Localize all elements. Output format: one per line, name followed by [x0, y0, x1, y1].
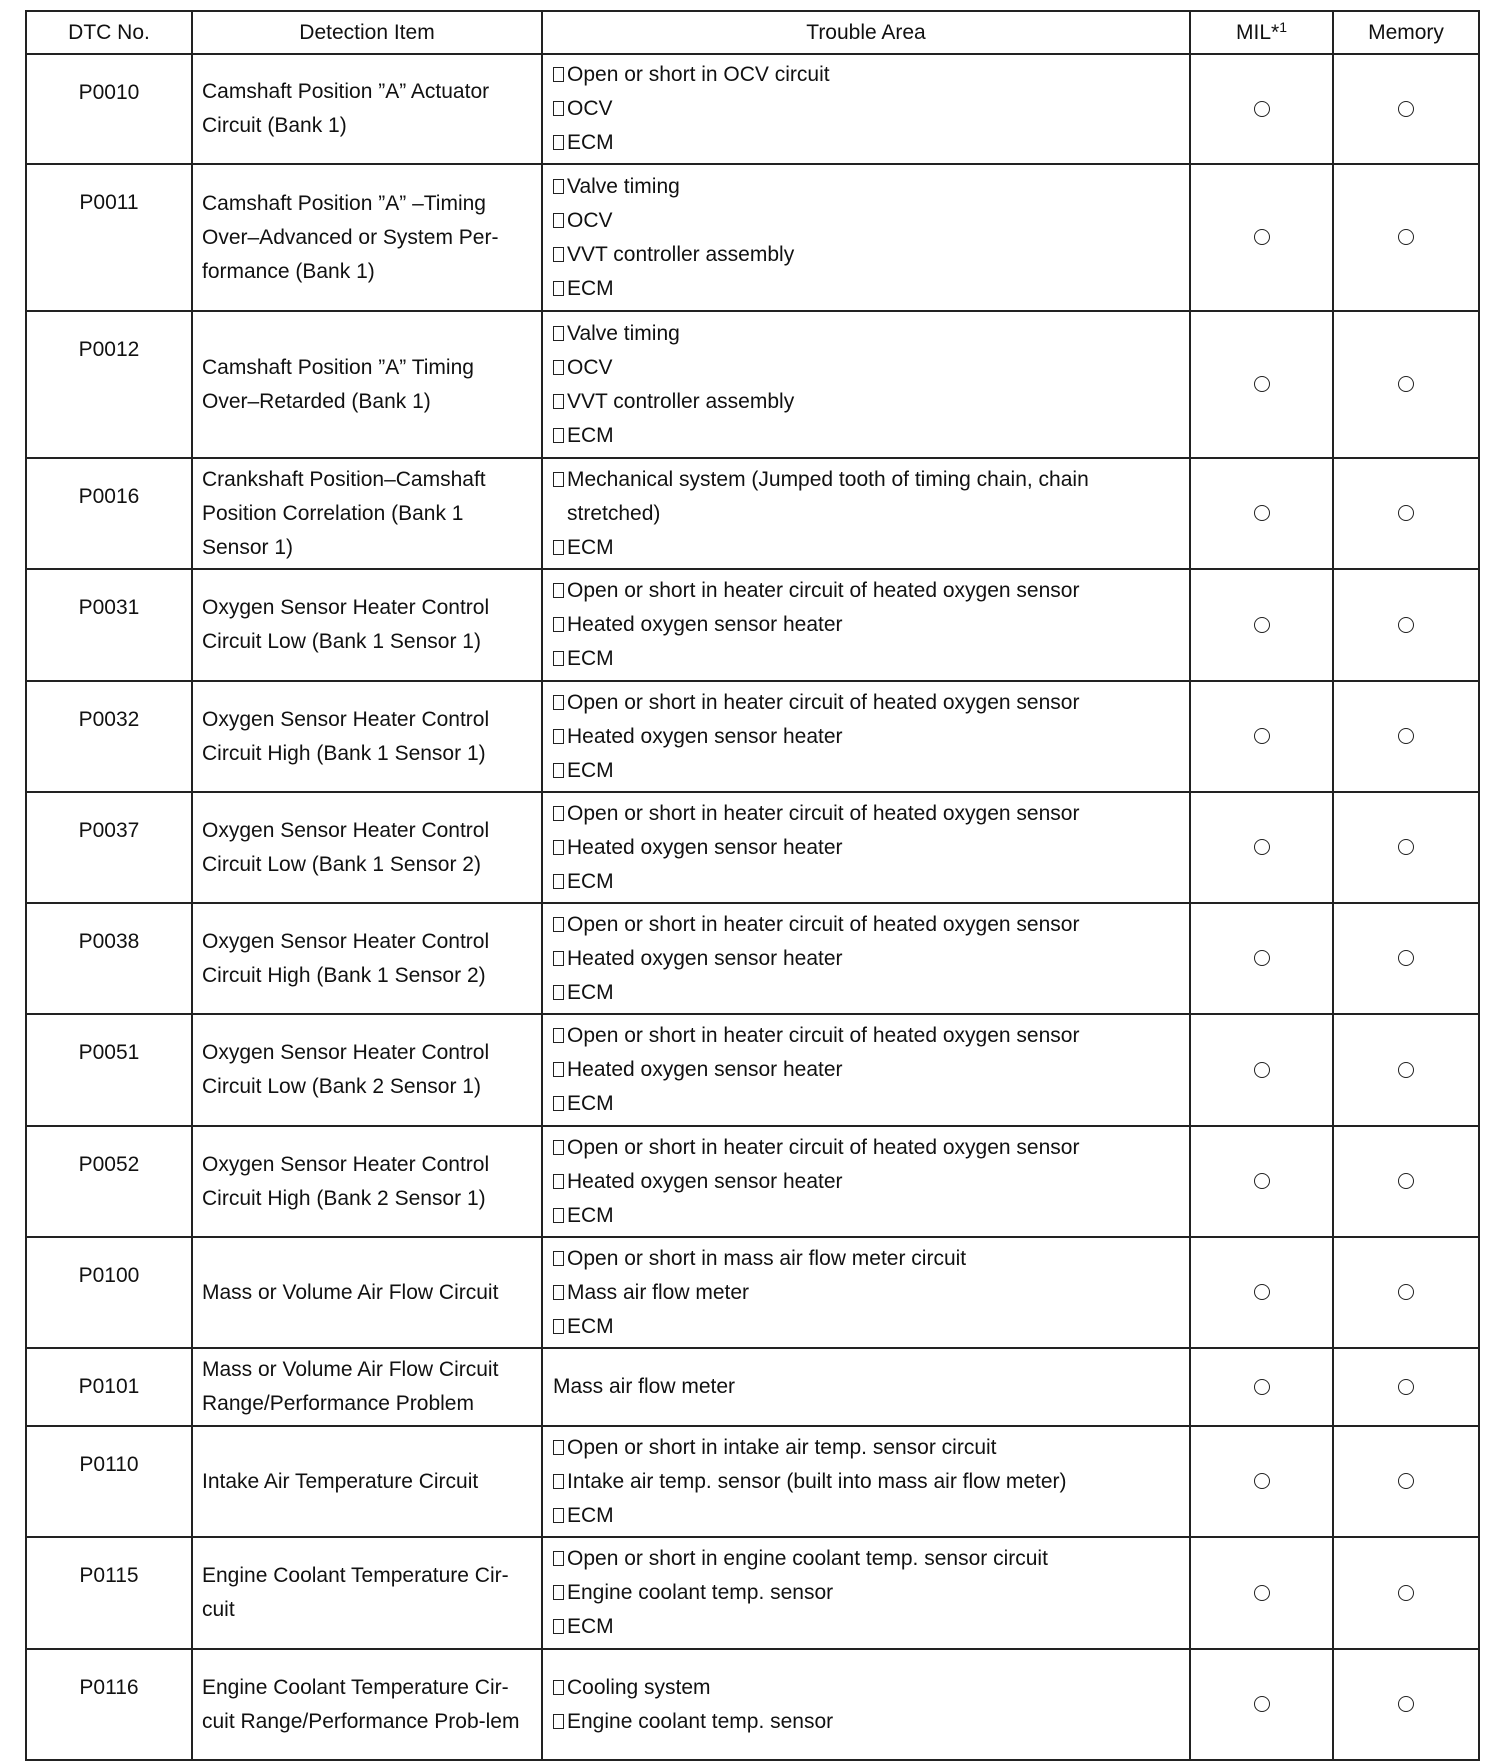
checkbox-bullet-icon — [553, 179, 564, 194]
trouble-area-item — [553, 720, 1179, 754]
memory-circle-icon — [1398, 617, 1414, 633]
detection-item: Oxygen Sensor Heater Control Circuit High (Bank 2 Sensor 1) — [192, 1126, 542, 1237]
checkbox-bullet-icon — [553, 617, 564, 632]
checkbox-bullet-icon — [553, 951, 564, 966]
trouble-area — [542, 54, 1190, 164]
mil-cell — [1190, 311, 1333, 458]
trouble-area-item — [553, 351, 1179, 385]
trouble-area-item — [553, 531, 1179, 565]
checkbox-bullet-icon — [553, 1062, 564, 1077]
trouble-area-text: Heated oxygen sensor heater — [567, 835, 843, 859]
trouble-area-item — [553, 1671, 1179, 1705]
dtc-code: P0032 — [26, 681, 192, 792]
checkbox-bullet-icon — [553, 247, 564, 262]
mil-circle-icon — [1254, 376, 1270, 392]
memory-circle-icon — [1398, 1173, 1414, 1189]
mil-cell — [1190, 164, 1333, 311]
trouble-area-text: Heated oxygen sensor heater — [567, 1058, 843, 1081]
checkbox-bullet-icon — [553, 67, 564, 82]
memory-circle-icon — [1398, 101, 1414, 117]
trouble-area-item — [553, 754, 1179, 788]
mil-circle-icon — [1254, 950, 1270, 966]
trouble-area-text: Open or short in heater circuit of heated oxygen sensor — [567, 690, 1080, 714]
trouble-area-item — [553, 204, 1179, 238]
header-dtc-no: DTC No. — [26, 11, 192, 54]
trouble-area-item — [553, 1242, 1179, 1276]
checkbox-bullet-icon — [553, 360, 564, 375]
trouble-area-item — [553, 272, 1179, 306]
checkbox-bullet-icon — [553, 1096, 564, 1111]
trouble-area-item — [553, 1576, 1179, 1610]
trouble-area-text: Valve timing — [567, 174, 680, 198]
header-row — [26, 11, 1479, 54]
memory-cell — [1333, 164, 1479, 311]
trouble-area-text: ECM — [567, 423, 614, 447]
detection-item: Mass or Volume Air Flow Circuit Range/Performance Problem — [192, 1348, 542, 1426]
trouble-area-item — [553, 1610, 1179, 1644]
memory-circle-icon — [1398, 376, 1414, 392]
trouble-area-text: Open or short in heater circuit of heated oxygen sensor — [567, 579, 1080, 602]
checkbox-bullet-icon — [553, 1508, 564, 1523]
dtc-code: P0115 — [26, 1537, 192, 1649]
dtc-code: P0012 — [26, 311, 192, 458]
header-mil-label: MIL* — [1236, 20, 1280, 44]
dtc-code: P0051 — [26, 1014, 192, 1126]
detection-item: Oxygen Sensor Heater Control Circuit High (Bank 1 Sensor 1) — [192, 681, 542, 792]
checkbox-bullet-icon — [553, 1174, 564, 1189]
detection-item: Camshaft Position ”A” Timing Over–Retarded (Bank 1) — [192, 311, 542, 458]
trouble-area-item — [553, 238, 1179, 272]
checkbox-bullet-icon — [553, 1285, 564, 1300]
memory-circle-icon — [1398, 728, 1414, 744]
mil-circle-icon — [1254, 1585, 1270, 1601]
detection-item: Intake Air Temperature Circuit — [192, 1426, 542, 1537]
trouble-area-item — [553, 170, 1179, 204]
trouble-area-text: Heated oxygen sensor heater — [567, 724, 843, 748]
memory-circle-icon — [1398, 950, 1414, 966]
table-row — [26, 1014, 1479, 1126]
dtc-code: P0031 — [26, 569, 192, 681]
trouble-area-text: Open or short in heater circuit of heated oxygen sensor — [567, 912, 1080, 936]
checkbox-bullet-icon — [553, 840, 564, 855]
checkbox-bullet-icon — [553, 763, 564, 778]
trouble-area-text: ECM — [567, 869, 614, 893]
memory-circle-icon — [1398, 1284, 1414, 1300]
memory-cell — [1333, 1649, 1479, 1760]
trouble-area-text: Mass air flow meter — [553, 1375, 736, 1398]
table-row — [26, 1426, 1479, 1537]
trouble-area-text: ECM — [567, 131, 614, 154]
detection-item: Engine Coolant Temperature Cir-cuit — [192, 1537, 542, 1649]
checkbox-bullet-icon — [553, 394, 564, 409]
trouble-area-item — [553, 126, 1179, 160]
trouble-area-text: Cooling system — [567, 1675, 711, 1699]
trouble-area-text: ECM — [567, 1503, 614, 1527]
dtc-code: P0052 — [26, 1126, 192, 1237]
dtc-code: P0038 — [26, 903, 192, 1014]
trouble-area-item — [553, 317, 1179, 351]
trouble-area — [542, 1014, 1190, 1126]
memory-cell — [1333, 1014, 1479, 1126]
table-row — [26, 681, 1479, 792]
header-detection-item: Detection Item — [192, 11, 542, 54]
trouble-area-text: ECM — [567, 980, 614, 1004]
trouble-area-item — [553, 686, 1179, 720]
header-memory: Memory — [1333, 11, 1479, 54]
mil-cell — [1190, 681, 1333, 792]
trouble-area — [542, 1649, 1190, 1760]
trouble-area-text: ECM — [567, 1314, 614, 1338]
mil-circle-icon — [1254, 229, 1270, 245]
mil-circle-icon — [1254, 839, 1270, 855]
trouble-area-item — [553, 976, 1179, 1010]
checkbox-bullet-icon — [553, 1474, 564, 1489]
table-row — [26, 1237, 1479, 1348]
trouble-area-item — [553, 1199, 1179, 1233]
trouble-area-text: Heated oxygen sensor heater — [567, 1169, 843, 1193]
trouble-area-item — [553, 642, 1179, 676]
table-row — [26, 311, 1479, 458]
mil-cell — [1190, 1237, 1333, 1348]
checkbox-bullet-icon — [553, 472, 564, 487]
checkbox-bullet-icon — [553, 1680, 564, 1695]
trouble-area — [542, 1126, 1190, 1237]
trouble-area-text: Heated oxygen sensor heater — [567, 613, 843, 636]
memory-circle-icon — [1398, 1585, 1414, 1601]
checkbox-bullet-icon — [553, 806, 564, 821]
memory-cell — [1333, 1348, 1479, 1426]
trouble-area-text: Mechanical system (Jumped tooth of timing chain, chain stretched) — [567, 467, 1089, 525]
memory-cell — [1333, 1126, 1479, 1237]
memory-cell — [1333, 311, 1479, 458]
mil-cell — [1190, 792, 1333, 903]
mil-cell — [1190, 1426, 1333, 1537]
checkbox-bullet-icon — [553, 101, 564, 116]
trouble-area-item — [553, 1053, 1179, 1087]
trouble-area-item — [553, 1705, 1179, 1739]
detection-item: Oxygen Sensor Heater Control Circuit Low (Bank 1 Sensor 2) — [192, 792, 542, 903]
mil-circle-icon — [1254, 617, 1270, 633]
trouble-area-item — [553, 58, 1179, 92]
detection-item: Oxygen Sensor Heater Control Circuit High (Bank 1 Sensor 2) — [192, 903, 542, 1014]
dtc-code: P0037 — [26, 792, 192, 903]
trouble-area-item — [553, 574, 1179, 608]
header-trouble-area: Trouble Area — [542, 11, 1190, 54]
trouble-area-text: ECM — [567, 647, 614, 670]
trouble-area — [542, 1348, 1190, 1426]
table-row — [26, 164, 1479, 311]
trouble-area-text: Heated oxygen sensor heater — [567, 946, 843, 970]
checkbox-bullet-icon — [553, 428, 564, 443]
checkbox-bullet-icon — [553, 1551, 564, 1566]
detection-item: Engine Coolant Temperature Cir-cuit Range/Performance Prob-lem — [192, 1649, 542, 1760]
mil-cell — [1190, 54, 1333, 164]
trouble-area-text: OCV — [567, 355, 613, 379]
table-row — [26, 1537, 1479, 1649]
trouble-area-text: OCV — [567, 208, 613, 232]
checkbox-bullet-icon — [553, 1208, 564, 1223]
trouble-area — [542, 311, 1190, 458]
trouble-area-item — [553, 1431, 1179, 1465]
memory-cell — [1333, 792, 1479, 903]
mil-cell — [1190, 903, 1333, 1014]
trouble-area-text: Open or short in engine coolant temp. sensor circuit — [567, 1547, 1048, 1570]
checkbox-bullet-icon — [553, 583, 564, 598]
trouble-area-text: Valve timing — [567, 321, 680, 345]
trouble-area-item — [553, 831, 1179, 865]
trouble-area-item — [553, 908, 1179, 942]
trouble-area-text: Engine coolant temp. sensor — [567, 1709, 834, 1733]
trouble-area-text: ECM — [567, 1092, 614, 1115]
trouble-area-item — [553, 385, 1179, 419]
checkbox-bullet-icon — [553, 874, 564, 889]
memory-cell — [1333, 54, 1479, 164]
trouble-area-text: Mass air flow meter — [567, 1280, 750, 1304]
mil-circle-icon — [1254, 1696, 1270, 1712]
memory-cell — [1333, 569, 1479, 681]
checkbox-bullet-icon — [553, 729, 564, 744]
checkbox-bullet-icon — [553, 1251, 564, 1266]
trouble-area-item — [553, 1087, 1179, 1121]
dtc-code: P0100 — [26, 1237, 192, 1348]
memory-cell — [1333, 1237, 1479, 1348]
trouble-area-item — [553, 1499, 1179, 1533]
checkbox-bullet-icon — [553, 1714, 564, 1729]
trouble-area-text: Open or short in heater circuit of heated oxygen sensor — [567, 1024, 1080, 1047]
checkbox-bullet-icon — [553, 540, 564, 555]
table-row — [26, 1348, 1479, 1426]
checkbox-bullet-icon — [553, 281, 564, 296]
trouble-area — [542, 681, 1190, 792]
checkbox-bullet-icon — [553, 1619, 564, 1634]
trouble-area-item — [553, 1542, 1179, 1576]
trouble-area-item — [553, 1465, 1179, 1499]
memory-circle-icon — [1398, 1062, 1414, 1078]
trouble-area-text: ECM — [567, 758, 614, 782]
checkbox-bullet-icon — [553, 135, 564, 150]
trouble-area-text: Open or short in heater circuit of heated oxygen sensor — [567, 801, 1080, 825]
table-row — [26, 1126, 1479, 1237]
dtc-code: P0011 — [26, 164, 192, 311]
checkbox-bullet-icon — [553, 326, 564, 341]
memory-circle-icon — [1398, 505, 1414, 521]
trouble-area — [542, 792, 1190, 903]
trouble-area-item — [553, 797, 1179, 831]
mil-cell — [1190, 1649, 1333, 1760]
memory-cell — [1333, 903, 1479, 1014]
dtc-code: P0016 — [26, 458, 192, 569]
trouble-area-item — [553, 1165, 1179, 1199]
table-row — [26, 792, 1479, 903]
checkbox-bullet-icon — [553, 695, 564, 710]
trouble-area-text: Open or short in intake air temp. sensor circuit — [567, 1435, 997, 1459]
trouble-area-text: Engine coolant temp. sensor — [567, 1581, 834, 1604]
detection-item: Oxygen Sensor Heater Control Circuit Low (Bank 1 Sensor 1) — [192, 569, 542, 681]
table-row — [26, 903, 1479, 1014]
trouble-area-text: Open or short in OCV circuit — [567, 63, 830, 86]
memory-cell — [1333, 1537, 1479, 1649]
mil-circle-icon — [1254, 1062, 1270, 1078]
trouble-area-item — [553, 419, 1179, 453]
checkbox-bullet-icon — [553, 1028, 564, 1043]
mil-circle-icon — [1254, 728, 1270, 744]
checkbox-bullet-icon — [553, 985, 564, 1000]
header-mil — [1190, 11, 1333, 54]
trouble-area-text: VVT controller assembly — [567, 242, 795, 266]
trouble-area-item — [553, 463, 1179, 531]
memory-cell — [1333, 1426, 1479, 1537]
checkbox-bullet-icon — [553, 213, 564, 228]
trouble-area-item — [553, 1310, 1179, 1344]
trouble-area-text: ECM — [567, 1615, 614, 1638]
header-mil-footnote: 1 — [1279, 18, 1287, 35]
trouble-area-item — [553, 865, 1179, 899]
mil-cell — [1190, 458, 1333, 569]
trouble-area — [542, 458, 1190, 569]
checkbox-bullet-icon — [553, 1140, 564, 1155]
memory-circle-icon — [1398, 1379, 1414, 1395]
dtc-code: P0116 — [26, 1649, 192, 1760]
memory-cell — [1333, 458, 1479, 569]
checkbox-bullet-icon — [553, 651, 564, 666]
memory-circle-icon — [1398, 1696, 1414, 1712]
table-row — [26, 458, 1479, 569]
memory-circle-icon — [1398, 1473, 1414, 1489]
trouble-area — [542, 1237, 1190, 1348]
trouble-area-item — [553, 608, 1179, 642]
trouble-area-item — [553, 1019, 1179, 1053]
dtc-code: P0101 — [26, 1348, 192, 1426]
checkbox-bullet-icon — [553, 1319, 564, 1334]
mil-circle-icon — [1254, 1173, 1270, 1189]
trouble-area-item — [553, 92, 1179, 126]
trouble-area — [542, 1426, 1190, 1537]
detection-item: Camshaft Position ”A” –Timing Over–Advanced or System Per-formance (Bank 1) — [192, 164, 542, 311]
trouble-area-text: OCV — [567, 97, 613, 120]
mil-circle-icon — [1254, 1379, 1270, 1395]
checkbox-bullet-icon — [553, 917, 564, 932]
trouble-area-text: Open or short in heater circuit of heated oxygen sensor — [567, 1135, 1080, 1159]
mil-circle-icon — [1254, 101, 1270, 117]
memory-circle-icon — [1398, 839, 1414, 855]
mil-cell — [1190, 1348, 1333, 1426]
trouble-area-text: ECM — [567, 1203, 614, 1227]
detection-item: Crankshaft Position–Camshaft Position Correlation (Bank 1 Sensor 1) — [192, 458, 542, 569]
dtc-code: P0010 — [26, 54, 192, 164]
trouble-area — [542, 1537, 1190, 1649]
trouble-area-text: Intake air temp. sensor (built into mass air flow meter) — [567, 1469, 1067, 1493]
trouble-area — [542, 569, 1190, 681]
trouble-area — [542, 164, 1190, 311]
detection-item: Oxygen Sensor Heater Control Circuit Low (Bank 2 Sensor 1) — [192, 1014, 542, 1126]
trouble-area-text: ECM — [567, 535, 614, 559]
checkbox-bullet-icon — [553, 1440, 564, 1455]
memory-cell — [1333, 681, 1479, 792]
mil-cell — [1190, 569, 1333, 681]
table-row — [26, 1649, 1479, 1760]
trouble-area-text: ECM — [567, 276, 614, 300]
trouble-area-item — [553, 1276, 1179, 1310]
mil-cell — [1190, 1537, 1333, 1649]
table-row — [26, 569, 1479, 681]
mil-circle-icon — [1254, 1284, 1270, 1300]
table-row — [26, 54, 1479, 164]
detection-item: Mass or Volume Air Flow Circuit — [192, 1237, 542, 1348]
mil-circle-icon — [1254, 505, 1270, 521]
mil-cell — [1190, 1126, 1333, 1237]
dtc-table — [25, 10, 1480, 1761]
mil-cell — [1190, 1014, 1333, 1126]
mil-circle-icon — [1254, 1473, 1270, 1489]
trouble-area-text: VVT controller assembly — [567, 389, 795, 413]
trouble-area-item — [553, 1131, 1179, 1165]
trouble-area-text: Open or short in mass air flow meter circuit — [567, 1246, 967, 1270]
table-body — [26, 54, 1479, 1760]
checkbox-bullet-icon — [553, 1585, 564, 1600]
trouble-area — [542, 903, 1190, 1014]
dtc-code: P0110 — [26, 1426, 192, 1537]
memory-circle-icon — [1398, 229, 1414, 245]
detection-item: Camshaft Position ”A” Actuator Circuit (Bank 1) — [192, 54, 542, 164]
trouble-area-item — [553, 942, 1179, 976]
